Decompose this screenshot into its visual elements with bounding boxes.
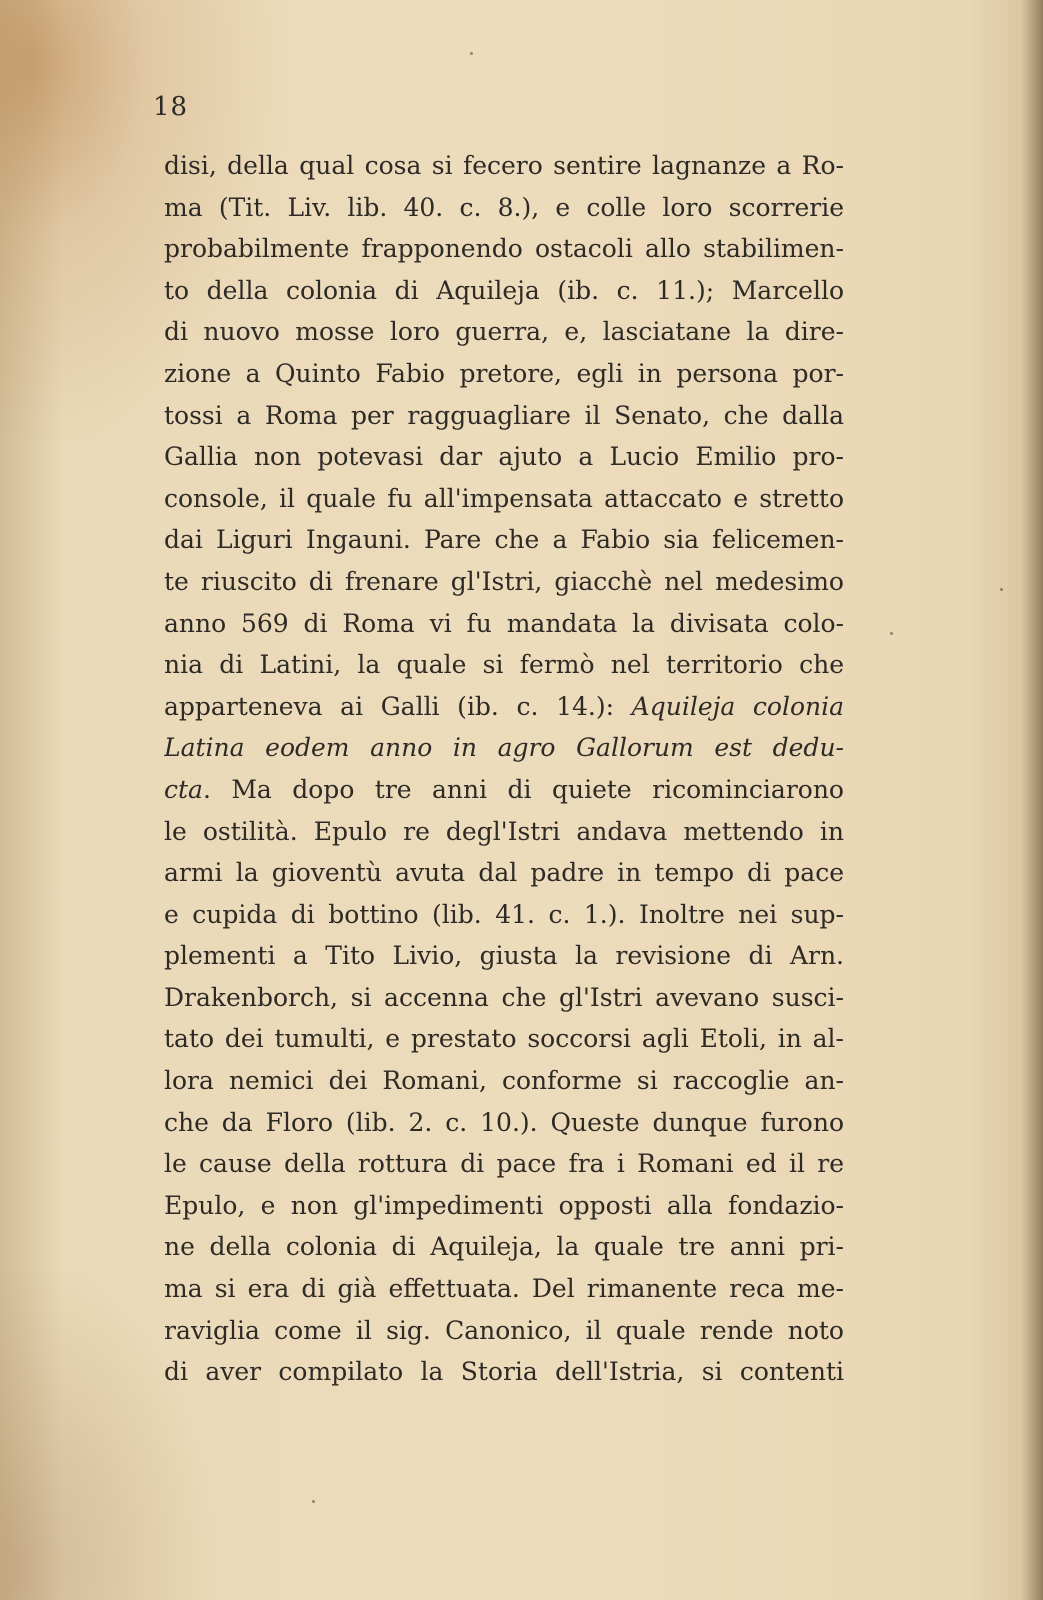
text-line [164,1102,844,1144]
paper-speck [312,1500,315,1503]
text-segment: dai Liguri Ingauni. Pare che a Fabio sia felicemen- [164,525,844,555]
text-line [164,977,844,1019]
text-line [164,228,844,270]
text-segment: apparteneva ai Galli (ib. c. 14.): [164,691,632,721]
text-segment: e cupida di bottino (lib. 41. c. 1.). Inoltre nei sup- [164,899,844,929]
text-segment: anno 569 di Roma vi fu mandata la divisata colo- [164,608,844,638]
text-segment: console, il quale fu all'impensata attaccato e stretto [164,483,844,513]
text-segment: lora nemici dei Romani, conforme si raccoglie an- [164,1066,844,1096]
text-segment: probabilmente frapponendo ostacoli allo stabilimen- [164,234,844,264]
text-segment: nia di Latini, la quale si fermò nel territorio che [164,650,844,680]
text-segment: . Ma dopo tre anni di quiete ricominciarono [202,774,844,804]
text-line [164,353,844,395]
text-segment: tossi a Roma per ragguagliare il Senato, che dalla [164,400,844,430]
paper-speck [1000,588,1003,591]
text-segment: Epulo, e non gl'impedimenti opposti alla fondazio- [164,1190,844,1220]
italic-quote-segment: cta [164,774,203,804]
text-line [164,1018,844,1060]
text-line [164,852,844,894]
text-segment: ne della colonia di Aquileja, la quale tre anni pri- [164,1232,844,1262]
text-segment: le ostilità. Epulo re degl'Istri andava mettendo in [164,816,844,846]
text-line [164,686,844,728]
text-line [164,1310,844,1352]
text-line [164,603,844,645]
text-line [164,1226,844,1268]
text-segment: to della colonia di Aquileja (ib. c. 11.); Marcello [164,275,844,305]
text-segment: Drakenborch, si accenna che gl'Istri avevano susci- [164,982,844,1012]
page-edge-shadow [1021,0,1043,1600]
text-line [164,561,844,603]
text-line [164,187,844,229]
text-line [164,769,844,811]
italic-quote-segment: Latina eodem anno in agro Gallorum est dedu- [164,733,844,763]
text-segment: zione a Quinto Fabio pretore, egli in persona por- [164,358,844,388]
text-line [164,644,844,686]
text-line [164,1143,844,1185]
text-segment: di aver compilato la Storia dell'Istria, si contenti [164,1357,844,1387]
text-line [164,1060,844,1102]
text-line [164,935,844,977]
text-line [164,395,844,437]
text-segment: che da Floro (lib. 2. c. 10.). Queste dunque furono [164,1107,844,1137]
text-line [164,519,844,561]
text-line [164,1268,844,1310]
text-line [164,1185,844,1227]
paper-speck [470,52,473,55]
text-segment: tato dei tumulti, e prestato soccorsi agli Etoli, in al- [164,1024,844,1054]
text-segment: raviglia come il sig. Canonico, il quale rende noto [164,1315,844,1345]
text-segment: ma (Tit. Liv. lib. 40. c. 8.), e colle loro scorrerie [164,192,844,222]
text-segment: armi la gioventù avuta dal padre in tempo di pace [164,858,844,888]
text-segment: disi, della qual cosa si fecero sentire lagnanze a Ro- [164,151,844,180]
text-segment: ma si era di già effettuata. Del rimanente reca me- [164,1274,844,1304]
text-segment: Gallia non potevasi dar ajuto a Lucio Emilio pro- [164,442,844,472]
text-line [164,311,844,353]
text-segment: plementi a Tito Livio, giusta la revisione di Arn. [164,941,844,971]
body-text [164,145,844,1393]
page-number: 18 [153,92,189,122]
text-segment: di nuovo mosse loro guerra, e, lasciatane la dire- [164,317,844,347]
text-segment: te riuscito di frenare gl'Istri, giacchè nel medesimo [164,566,844,596]
text-line [164,727,844,769]
text-line [164,270,844,312]
text-line [164,436,844,478]
text-line [164,894,844,936]
text-segment: le cause della rottura di pace fra i Romani ed il re [164,1149,844,1179]
text-line [164,145,844,187]
paper-speck [890,632,893,635]
text-line [164,478,844,520]
italic-quote-segment: Aquileja colonia [631,691,844,721]
text-line [164,811,844,853]
text-line [164,1351,844,1393]
